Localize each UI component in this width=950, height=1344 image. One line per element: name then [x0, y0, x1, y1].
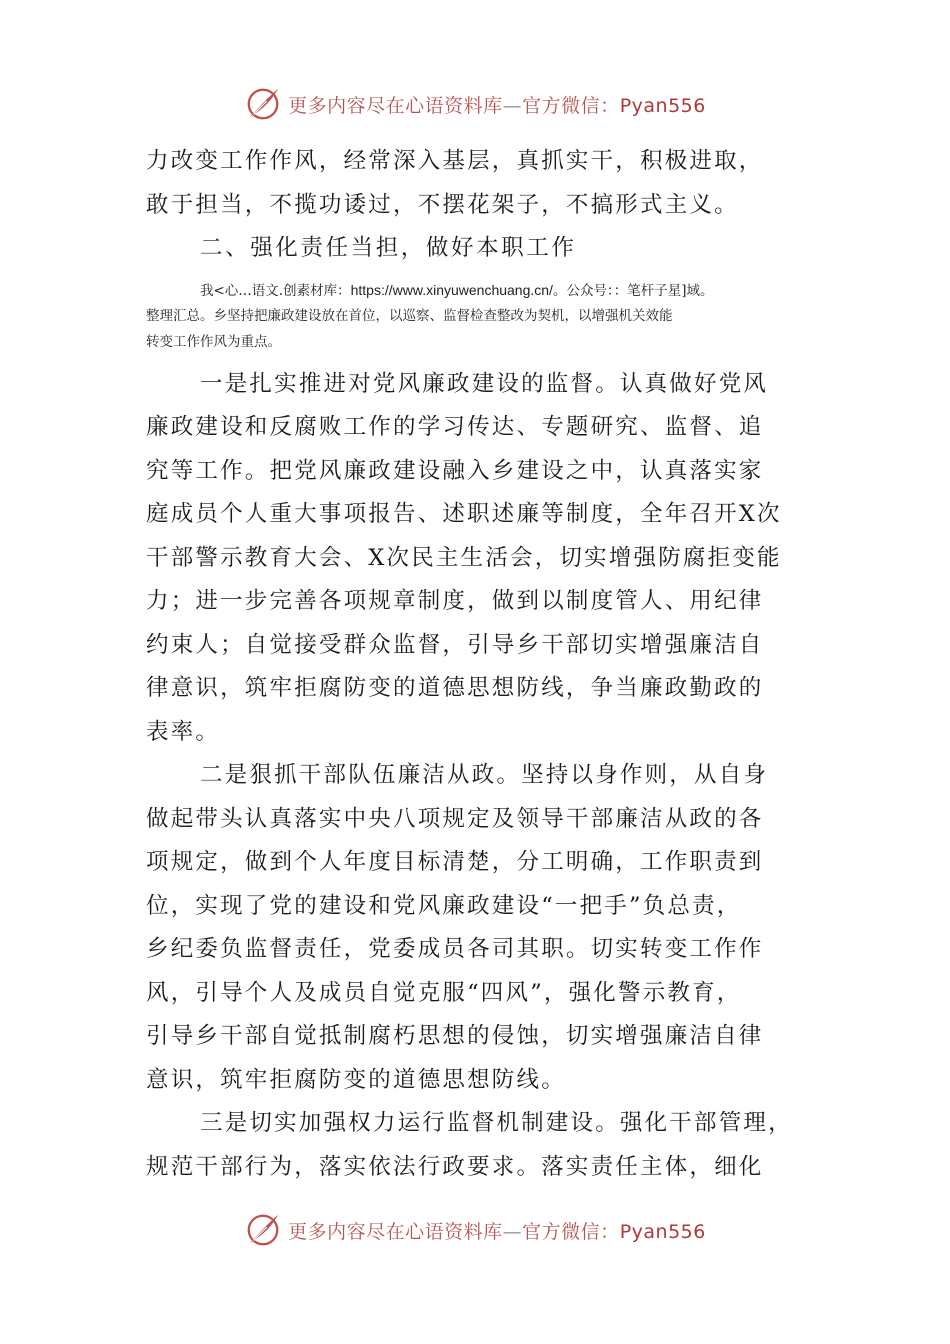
source-note — [146, 277, 810, 355]
paragraph-1 — [146, 363, 810, 755]
paragraph-line: 表率。 — [146, 718, 221, 745]
header-banner-text — [288, 91, 706, 118]
paragraph-line: 乡纪委负监督责任，党委成员各司其职。切实转变工作作 — [146, 936, 764, 962]
header-watermark-banner — [0, 82, 950, 126]
paragraph-line: 庭成员个人重大事项报告、述职述廉等制度，全年召开X次 — [146, 501, 782, 527]
footer-separator: — — [502, 1220, 523, 1243]
source-note-line-2: 整理汇总。乡坚持把廉政建设放在首位，以巡察、监督检查整改为契机，以增强机关效能 — [146, 307, 673, 324]
document-body — [146, 140, 810, 1189]
section-heading: 二、强化责任当担，做好本职工作 — [200, 235, 577, 261]
paragraph-line: 二是狠抓干部队伍廉洁从政。坚持以身作则，从自身 — [200, 762, 769, 788]
paragraph-line: 项规定，做到个人年度目标清楚，分工明确，工作职责到 — [146, 849, 764, 875]
paragraph-line: 廉政建设和反腐败工作的学习传达、专题研究、监督、追 — [146, 414, 764, 440]
paragraph-line: 规范干部行为，落实依法行政要求。落实责任主体，细化 — [146, 1153, 764, 1180]
note-suffix: 。公众号：：笔杆子星]域。 — [552, 282, 714, 299]
source-note-line-1 — [146, 277, 810, 303]
paragraph-line: 做起带头认真落实中央八项规定及领导干部廉洁从政的各 — [146, 805, 764, 832]
note-prefix: 我<心…语文.创素材库： — [200, 282, 351, 299]
paragraph-line: 一是扎实推进对党风廉政建设的监督。认真做好党风 — [200, 370, 769, 397]
footer-account: Pyan556 — [619, 1220, 706, 1243]
header-separator: — — [502, 94, 523, 117]
header-official-label: 官方微信： — [522, 94, 620, 117]
paragraph-line: 干部警示教育大会、X次民主生活会，切实增强防腐拒变能 — [146, 544, 782, 571]
note-url: https://www.xinyuwenchuang.cn/ — [350, 281, 553, 298]
header-brand: 更多内容尽在心语资料库 — [288, 94, 503, 117]
paragraph-line: 三是切实加强权力运行监督机制建设。强化干部管理， — [200, 1110, 793, 1136]
intro-line-1: 力改变工作作风，经常深入基层，真抓实干，积极进取， — [146, 148, 764, 174]
header-account: Pyan556 — [619, 94, 706, 117]
footer-watermark-banner — [0, 1208, 950, 1252]
paragraph-line: 约束人；自觉接受群众监督，引导乡干部切实增强廉洁自 — [146, 631, 764, 658]
paragraph-line: 力；进一步完善各项规章制度，做到以制度管人、用纪律 — [146, 588, 764, 614]
paragraph-line: 风，引导个人及成员自觉克服“四风”，强化警示教育， — [146, 979, 742, 1006]
paragraph-line: 引导乡干部自觉抵制腐朽思想的侵蚀，切实增强廉洁自律 — [146, 1023, 764, 1049]
paragraph-line: 意识，筑牢拒腐防变的道德思想防线。 — [146, 1066, 566, 1093]
paragraph-line: 位，实现了党的建设和党风廉政建设“一把手”负总责， — [146, 892, 742, 919]
paragraph-2 — [146, 754, 810, 1102]
quill-logo-icon — [244, 1211, 282, 1249]
footer-brand: 更多内容尽在心语资料库 — [288, 1220, 503, 1243]
source-note-line-3: 转变工作作风为重点。 — [146, 333, 281, 350]
footer-banner-text — [288, 1217, 706, 1244]
intro-line-2: 敢于担当，不揽功诿过，不摆花架子，不搞形式主义。 — [146, 191, 739, 218]
quill-logo-icon — [244, 85, 282, 123]
paragraph-line: 究等工作。把党风廉政建设融入乡建设之中，认真落实家 — [146, 457, 764, 484]
footer-official-label: 官方微信： — [522, 1220, 620, 1243]
paragraph-3 — [146, 1102, 810, 1189]
paragraph-line: 律意识，筑牢拒腐防变的道德思想防线，争当廉政勤政的 — [146, 675, 764, 701]
